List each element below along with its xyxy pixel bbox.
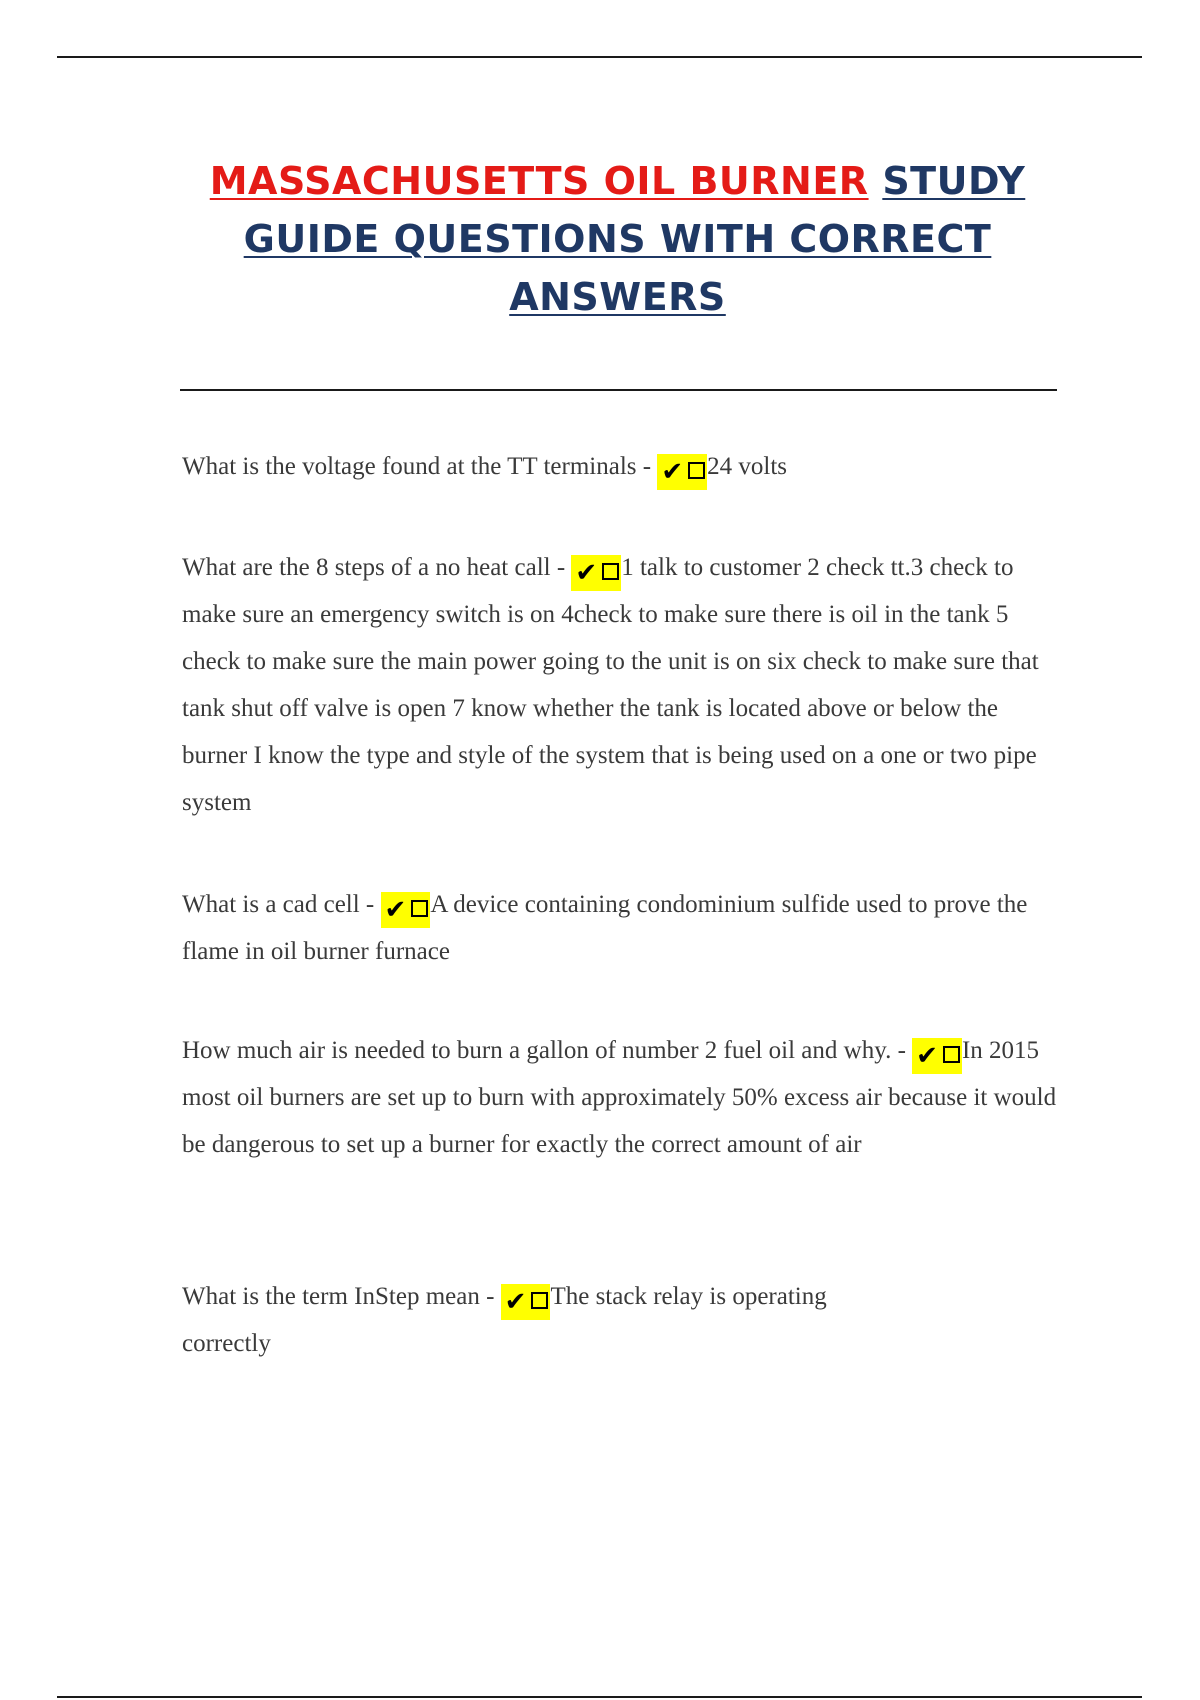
page-bottom-rule bbox=[57, 1696, 1142, 1698]
title-navy-line2: GUIDE QUESTIONS WITH CORRECT bbox=[243, 217, 992, 261]
answer-marker bbox=[501, 1284, 551, 1320]
answer-text: The stack relay is operating correctly bbox=[182, 1283, 827, 1357]
qa-item-3 bbox=[182, 881, 1062, 975]
answer-marker bbox=[381, 892, 431, 928]
answer-marker bbox=[657, 454, 707, 490]
qa-item-2 bbox=[182, 544, 1062, 826]
qa-item-1 bbox=[182, 443, 1062, 490]
answer-text: 1 talk to customer 2 check tt.3 check to make sure an emergency switch is on 4check to make sure there is oil in the tank 5 check to make sure the main power going to the unit is on six check to make sure that tank shut off valve is open 7 know whether the tank is located above or below the burner I know the type and style of the system that is being used on a one or two pipe system bbox=[182, 554, 1039, 816]
checkbox-icon bbox=[602, 563, 619, 580]
answer-marker bbox=[912, 1038, 962, 1074]
title-divider bbox=[180, 389, 1057, 391]
check-icon: ✔ bbox=[504, 1287, 527, 1317]
answer-text: 24 volts bbox=[707, 453, 788, 480]
checkbox-icon bbox=[688, 462, 705, 479]
title-navy-line3: ANSWERS bbox=[509, 275, 726, 319]
checkbox-icon bbox=[531, 1292, 548, 1309]
qa-item-4 bbox=[182, 1027, 1062, 1168]
answer-marker bbox=[571, 555, 621, 591]
checkbox-icon bbox=[411, 900, 428, 917]
title-red-part: MASSACHUSETTS OIL BURNER bbox=[209, 159, 869, 203]
question-text: How much air is needed to burn a gallon of number 2 fuel oil and why. - bbox=[182, 1037, 913, 1064]
question-text: What are the 8 steps of a no heat call - bbox=[182, 554, 572, 581]
check-icon: ✔ bbox=[916, 1041, 938, 1071]
checkbox-icon bbox=[943, 1046, 960, 1063]
qa-item-5 bbox=[182, 1273, 882, 1367]
title-navy-line1: STUDY bbox=[882, 159, 1026, 203]
check-icon: ✔ bbox=[575, 558, 598, 588]
document-title bbox=[150, 152, 1085, 326]
check-icon: ✔ bbox=[661, 457, 684, 487]
question-text: What is the voltage found at the TT terminals - bbox=[182, 453, 658, 480]
answer-text: A device containing condominium sulfide used to prove the flame in oil burner furnace bbox=[182, 891, 1028, 965]
question-text: What is a cad cell - bbox=[182, 891, 381, 918]
page-top-rule bbox=[57, 56, 1142, 58]
answer-text: In 2015 most oil burners are set up to burn with approximately 50% excess air because it would be dangerous to set up a burner for exactly the correct amount of air bbox=[182, 1037, 1057, 1158]
question-text: What is the term InStep mean - bbox=[182, 1283, 501, 1310]
check-icon: ✔ bbox=[384, 895, 407, 925]
